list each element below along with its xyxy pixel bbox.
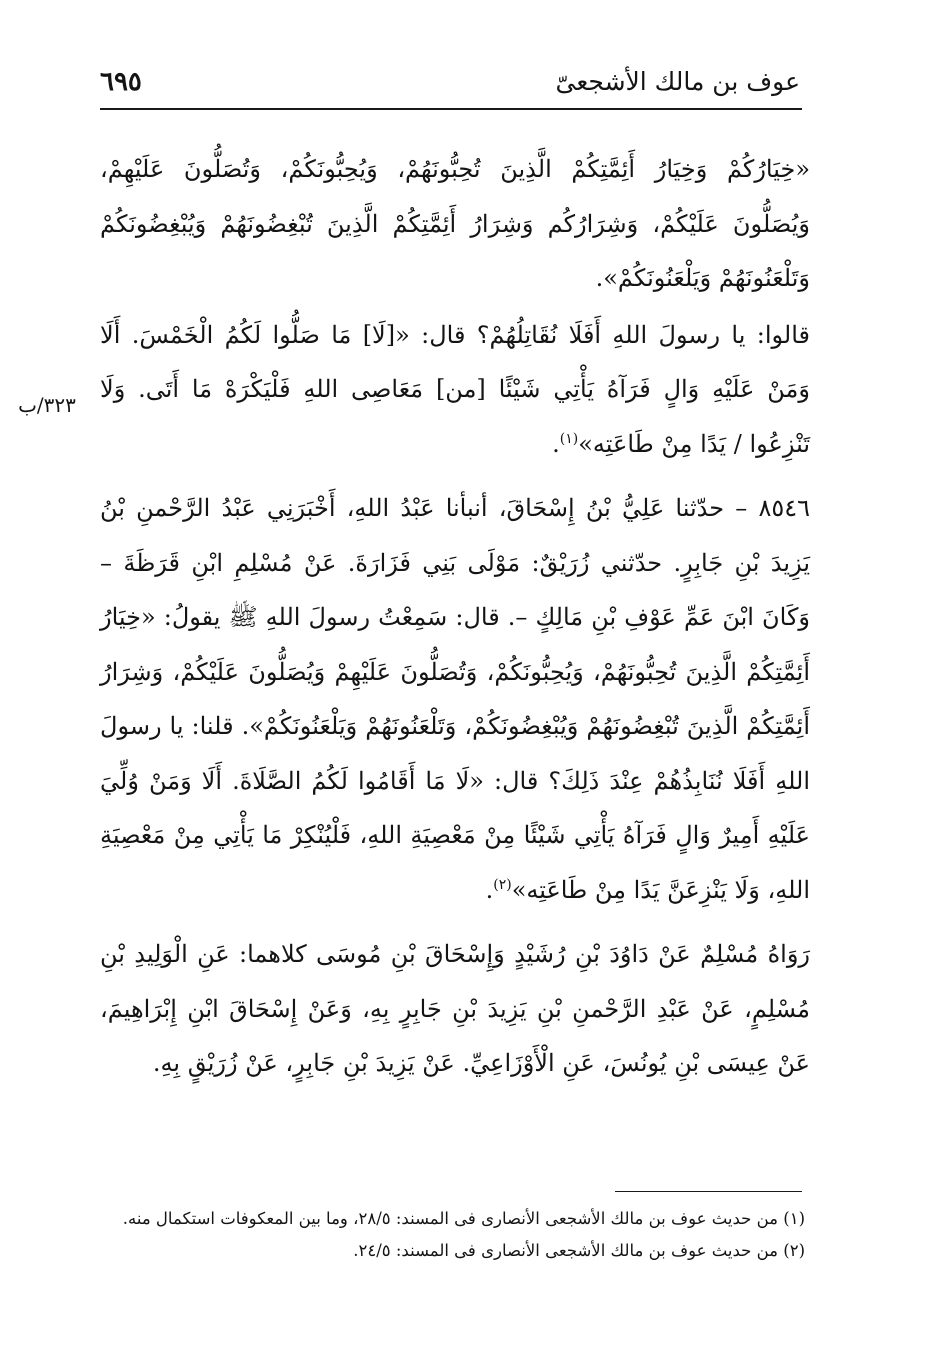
hadith-text-paragraph: «خِيَارُكُمْ وَخِيَارُ أَئِمَّتِكُمْ الَّذِينَ تُحِبُّونَهُمْ، وَيُحِبُّونَكُمْ، وَتُصَلُّونَ عَلَيْهِمْ، وَيُصَلُّونَ عَلَيْكُمْ، وَشِرَارُكُم وَشِرَارُ أَئِمَّتِكُمْ الَّذِينَ تُبْغِضُونَهُمْ وَيُبْغِضُونَكُمْ وَتَلْعَنُونَهُمْ وَيَلْعَنُونَكُمْ». xyxy=(100,155,810,292)
footnote-rule xyxy=(615,1191,802,1192)
narration-chain-paragraph: رَوَاهُ مُسْلِمٌ عَنْ دَاوُدَ بْنِ رُشَيْدٍ وَإِسْحَاقَ بْنِ مُوسَى كلاهما: عَنِ الْوَلِيدِ بْنِ مُسْلِمٍ، عَنْ عَبْدِ الرَّحْمنِ بْنِ يَزِيدَ بْنِ جَابِرٍ بِهِ، وَعَنْ إِسْحَاقَ ابْنِ إِبْرَاهِيمَ، عَنْ عِيسَى بْنِ يُونُسَ، عَنِ الْأَوْزَاعِيِّ. عَنْ يَزِيدَ بْنِ جَابِرٍ، عَنْ زُرَيْقٍ بِهِ. xyxy=(100,940,810,1077)
footnote-ref-2: (٢) xyxy=(493,876,512,893)
period: . xyxy=(552,429,560,458)
manuscript-folio-note: ٣٢٣/ب xyxy=(18,393,76,417)
hadith-8546-paragraph xyxy=(100,481,810,917)
main-text xyxy=(100,142,810,1091)
footnote-1: (١) من حديث عوف بن مالك الأشجعى الأنصارى فى المسند: ٢٨/٥، وما بين المعكوفات استكمال منه. xyxy=(122,1209,805,1228)
page-header xyxy=(100,62,800,102)
hadith-8546-text: ٨٥٤٦ – حدّثنا عَلِيُّ بْنُ إِسْحَاقَ، أنبأنا عَبْدُ اللهِ، أَخْبَرَنِي عَبْدُ الرَّحْمنِ بْنُ يَزِيدَ بْنِ جَابِرٍ. حدّثني زُرَيْقٌ: مَوْلَى بَنِي فَزَارَةَ. عَنْ مُسْلِمِ ابْنِ قَرَظَةَ – وَكَانَ ابْنَ عَمِّ عَوْفِ بْنِ مَالِكٍ –. قال: سَمِعْتُ رسولَ اللهِ ﷺ يقولُ: «خِيَارُ أَئِمَّتِكُمْ الَّذِينَ تُحِبُّونَهُمْ، وَيُحِبُّونَكُمْ، وَتُصَلُّونَ عَلَيْهِمْ وَيُصَلُّونَ عَلَيْكُمْ، وَشِرَارُ أَئِمَّتِكُمْ الَّذِينَ تُبْغِضُونَهُمْ وَيُبْغِضُونَكُمْ، وَتَلْعَنُونَهُمْ وَيَلْعَنُونَكُمْ». قلنا: يا رسولَ اللهِ أَفَلَا نُنَابِذُهُمْ عِنْدَ ذَلِكَ؟ قال: «لَا مَا أَقَامُوا لَكُمُ الصَّلَاةَ. أَلَا وَمَنْ وُلِّيَ عَلَيْهِ أَمِيرٌ وَالٍ فَرَآهُ يَأْتِي شَيْئًا مِنْ مَعْصِيَةِ اللهِ، فَلْيُنْكِرْ مَا يَأْتِي مِنْ مَعْصِيَةِ اللهِ، وَلَا يَنْزِعَنَّ يَدًا مِنْ طَاعَتِه» xyxy=(100,494,810,904)
header-rule xyxy=(100,108,802,110)
dialogue-text: قالوا: يا رسولَ اللهِ أَفَلَا نُقَاتِلُهُمْ؟ قال: «[لَا] مَا صَلُّوا لَكُمُ الْخَمْسَ. أَلَا وَمَنْ عَلَيْهِ وَالٍ فَرَآهُ يَأْتِي شَيْئًا [من] مَعَاصِى اللهِ فَلْيَكْرَهْ مَا أَتَى. وَلَا تَنْزِعُوا / يَدًا مِنْ طَاعَتِه» xyxy=(100,320,810,458)
dialogue-paragraph xyxy=(100,308,810,472)
period: . xyxy=(485,875,494,904)
running-title: عوف بن مالك الأشجعىّ xyxy=(555,67,800,96)
footnote-2: (٢) من حديث عوف بن مالك الأشجعى الأنصارى فى المسند: ٢٤/٥. xyxy=(353,1241,805,1260)
footnotes xyxy=(95,1205,805,1265)
page-number: ٦٩٥ xyxy=(100,67,142,97)
footnote-ref-1: (١) xyxy=(559,430,579,447)
